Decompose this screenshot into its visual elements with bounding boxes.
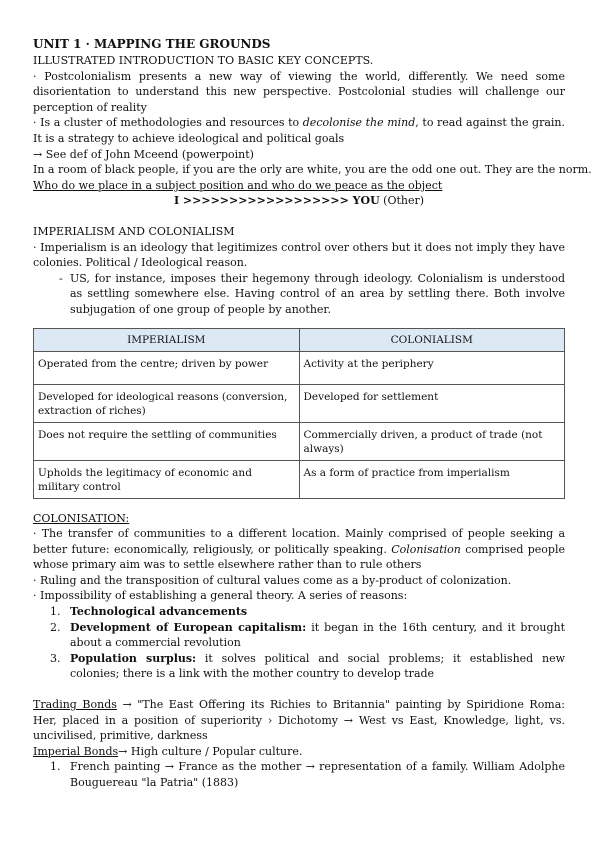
- intro-p2-before: · Is a cluster of methodologies and resources to: [33, 116, 303, 130]
- list-item-text: it solves political and social problems; it established new colonies; there is a link with the mother country to develop trade: [70, 651, 566, 681]
- table-row: [34, 460, 565, 498]
- other-label: (Other): [379, 194, 425, 208]
- dash-item-text: US, for instance, imposes their hegemony through ideology. Colonialism is understood as settling somewhere else. Having control of an area by settling there. Both involve subjugation of one group of people by another.: [70, 271, 565, 316]
- colonisation-emphasis: Colonisation: [391, 542, 461, 556]
- list-number: 1.: [50, 605, 61, 619]
- decolonise-emphasis: decolonise the mind: [302, 116, 416, 130]
- intro-p2-after: , to read against the grain. It is a strategy to achieve ideological and political goals: [33, 116, 566, 145]
- list-item-text: French painting → France as the mother → representation of a family. William Adolphe Bouguereau "la Patria" (1883): [70, 760, 565, 789]
- list-item: [33, 651, 565, 682]
- intro-paragraph-5: Who do we place in a subject position and who do we peace as the object: [33, 178, 443, 192]
- list-item-bold: Population surplus:: [70, 651, 197, 665]
- table-cell: Commercially driven, a product of trade (not always): [299, 422, 565, 460]
- colonisation-paragraph-2: · Ruling and the transposition of cultural values come as a by-product of colonization.: [33, 573, 512, 587]
- trading-bonds-label: Trading Bonds: [33, 698, 117, 712]
- intro-paragraph-2: [33, 115, 565, 146]
- table-cell: Upholds the legitimacy of economic and military control: [34, 460, 300, 498]
- imperialism-heading: IMPERIALISM AND COLONIALISM: [33, 224, 235, 238]
- table-cell: As a form of practice from imperialism: [299, 460, 565, 498]
- trading-bonds-text: → "The East Offering its Richies to Britannia" painting by Spiridione Roma: Her, placed in a position of superiority › Dichotomy → West vs East, Knowledge, light, vs. uncivilised, primitive, darkness: [33, 698, 566, 743]
- table-row: [34, 422, 565, 460]
- list-item: [33, 620, 565, 651]
- header-colonialism: COLONIALISM: [299, 328, 565, 351]
- imperial-bonds-text: → High culture / Popular culture.: [118, 744, 303, 758]
- table-row: [34, 384, 565, 422]
- intro-paragraph-3: → See def of John Mceend (powerpoint): [33, 147, 254, 161]
- trading-bonds-paragraph: [33, 697, 565, 744]
- table-cell: Operated from the centre; driven by power: [34, 351, 300, 384]
- list-number: 3.: [50, 651, 61, 665]
- list-item-text: it began in the 16th century, and it brought about a commercial revolution: [70, 620, 565, 650]
- subject-arrows: I >>>>>>>>>>>>>>>>>>: [173, 194, 353, 208]
- imperial-bonds-paragraph: [33, 744, 565, 760]
- table-cell: Activity at the periphery: [299, 351, 565, 384]
- dash-list-item: [33, 271, 565, 318]
- colonisation-paragraph-1: [33, 526, 565, 573]
- list-item: [33, 759, 565, 790]
- colonisation-paragraph-3: · Impossibility of establishing a general theory. A series of reasons:: [33, 589, 408, 603]
- list-number: 1.: [50, 760, 61, 774]
- document-page: [33, 36, 592, 791]
- intro-paragraph-1: · Postcolonialism presents a new way of viewing the world, differently. We need some disorientation to understand this new perspective. Postcolonial studies will challenge our perception of reality: [33, 69, 565, 114]
- comparison-table: [33, 328, 565, 499]
- list-item-bold: Development of European capitalism:: [70, 620, 307, 634]
- list-item: [33, 604, 565, 620]
- imperial-bonds-label: Imperial Bonds: [33, 744, 119, 758]
- table-header-row: [34, 328, 565, 351]
- table-cell: Developed for settlement: [299, 384, 565, 422]
- dash-bullet: -: [59, 271, 63, 285]
- header-imperialism: IMPERIALISM: [34, 328, 300, 351]
- you-label: YOU: [352, 194, 380, 208]
- unit-title: UNIT 1 · MAPPING THE GROUNDS: [33, 37, 271, 51]
- colonisation-p1-after: comprised people whose primary aim was to settle elsewhere rather than to rule others: [33, 542, 566, 572]
- colonisation-heading: COLONISATION:: [33, 511, 130, 525]
- colonisation-p1-before: · The transfer of communities to a different location. Mainly comprised of people seeking a better future: economically, religiously, or politically speaking.: [33, 527, 565, 556]
- intro-paragraph-4: In a room of black people, if you are the orly are white, you are the odd one out. They are the norm.: [33, 163, 592, 177]
- subject-object-line: [33, 193, 565, 209]
- table-cell: Does not require the settling of communities: [34, 422, 300, 460]
- list-item-bold: Technological advancements: [70, 605, 248, 619]
- list-number: 2.: [50, 620, 61, 634]
- imperialism-paragraph: · Imperialism is an ideology that legitimizes control over others but it does not imply they have colonies. Political / Ideological reason.: [33, 240, 565, 270]
- subtitle: ILLUSTRATED INTRODUCTION TO BASIC KEY CONCEPTS.: [33, 54, 374, 67]
- table-cell: Developed for ideological reasons (conversion, extraction of riches): [34, 384, 300, 422]
- table-row: [34, 351, 565, 384]
